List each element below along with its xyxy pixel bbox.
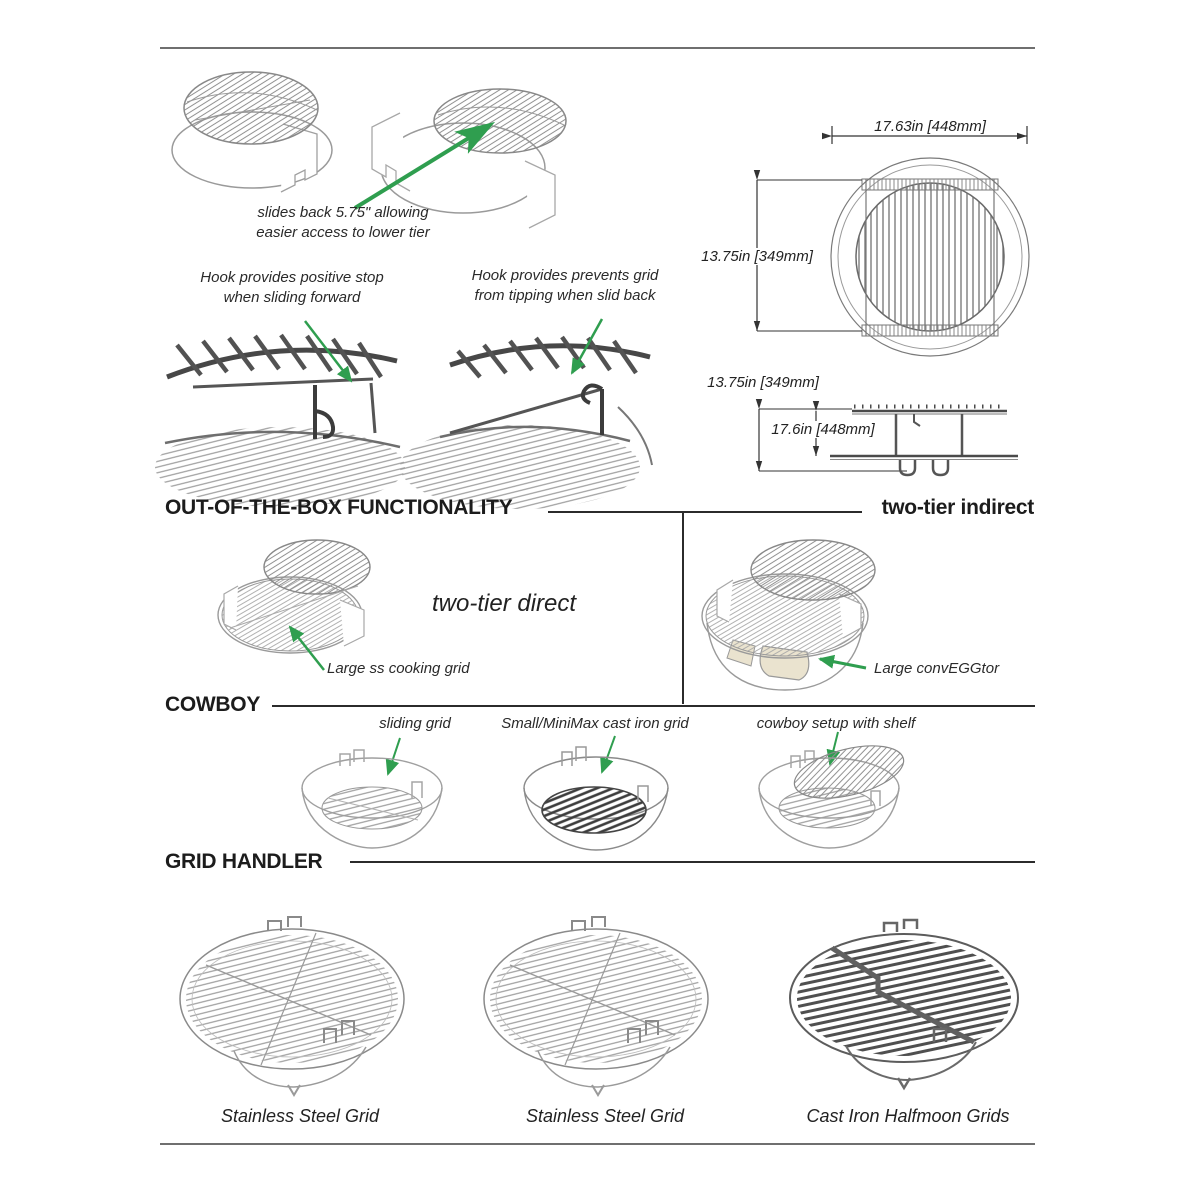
- top-border-rule: [160, 47, 1035, 49]
- upper-grid-slats: [177, 335, 381, 377]
- bottom-caption-stainless-2: Stainless Steel Grid: [525, 1106, 685, 1126]
- hook-forward-caption-line1: Hook provides positive stop: [200, 269, 384, 286]
- section-title-out-of-box: OUT-OF-THE-BOX FUNCTIONALITY: [165, 496, 513, 519]
- dim-top-width-label: 17.63in [448mm]: [870, 118, 990, 135]
- green-arrow-icon: [812, 650, 870, 674]
- illustration-stainless-grid-1: [176, 915, 412, 1097]
- illustration-cowboy-cast-iron: [510, 736, 682, 858]
- green-arrow-icon: [388, 738, 400, 774]
- illustration-hook-anti-tip: [440, 315, 655, 475]
- bottom-caption-stainless-1: Stainless Steel Grid: [220, 1106, 380, 1126]
- conveggtor-caption: Large convEGGtor: [874, 660, 1000, 677]
- bottom-border-rule: [160, 1143, 1035, 1145]
- illustration-cowboy-shelf: [745, 732, 917, 858]
- large-ss-grid-caption: Large ss cooking grid: [327, 660, 470, 677]
- bottom-caption-cast-iron: Cast Iron Halfmoon Grids: [806, 1106, 1010, 1126]
- rule-grid-handler: [350, 861, 1035, 863]
- label-two-tier-direct: two-tier direct: [432, 590, 577, 617]
- illustration-cast-iron-halfmoon: [784, 920, 1024, 1088]
- illustration-hook-positive-stop: [165, 315, 400, 475]
- illustration-two-tier-indirect: [693, 528, 878, 700]
- slide-back-note-line1: slides back 5.75" allowing: [257, 204, 429, 221]
- slide-back-note-line2: easier access to lower tier: [256, 224, 430, 241]
- illustration-stainless-grid-2: [480, 915, 716, 1097]
- illustration-cowboy-sliding-grid: [288, 736, 456, 856]
- bracket-shape: [224, 586, 238, 630]
- label-two-tier-indirect: two-tier indirect: [881, 496, 1034, 519]
- top-view-grid: [856, 183, 1004, 331]
- hook-back-caption-line1: Hook provides prevents grid: [471, 267, 659, 284]
- dim-side-width-label: 17.6in [448mm]: [767, 421, 878, 438]
- cowboy-caption-cast-iron: Small/MiniMax cast iron grid: [501, 715, 689, 732]
- hook-shape: [900, 460, 915, 475]
- illustration-grid-forward: [165, 60, 340, 195]
- bracket-shape: [525, 161, 555, 228]
- green-arrow-icon: [602, 736, 615, 772]
- rule-out-of-box: [548, 511, 862, 513]
- hook-back-caption: [472, 266, 659, 306]
- dim-side-depth-label: 13.75in [349mm]: [703, 374, 823, 391]
- bracket-shape: [412, 782, 422, 798]
- section-title-grid-handler: GRID HANDLER: [165, 850, 323, 873]
- section-divider: [682, 512, 684, 704]
- dim-top-height-label: 13.75in [349mm]: [697, 248, 817, 265]
- hook-shape: [933, 460, 948, 475]
- hook-forward-caption-line2: when sliding forward: [223, 289, 361, 306]
- cowboy-caption-shelf: cowboy setup with shelf: [756, 715, 916, 732]
- cowboy-caption-sliding-grid: sliding grid: [379, 715, 451, 732]
- bracket-shape: [562, 747, 586, 766]
- slide-back-note: [256, 203, 429, 243]
- section-title-cowboy: COWBOY: [165, 693, 261, 716]
- hook-back-caption-line2: from tipping when slid back: [474, 287, 656, 304]
- hook-forward-caption: [200, 268, 383, 308]
- rule-cowboy: [272, 705, 1035, 707]
- green-arrow-icon: [282, 620, 332, 675]
- handle-hooks: [884, 920, 917, 932]
